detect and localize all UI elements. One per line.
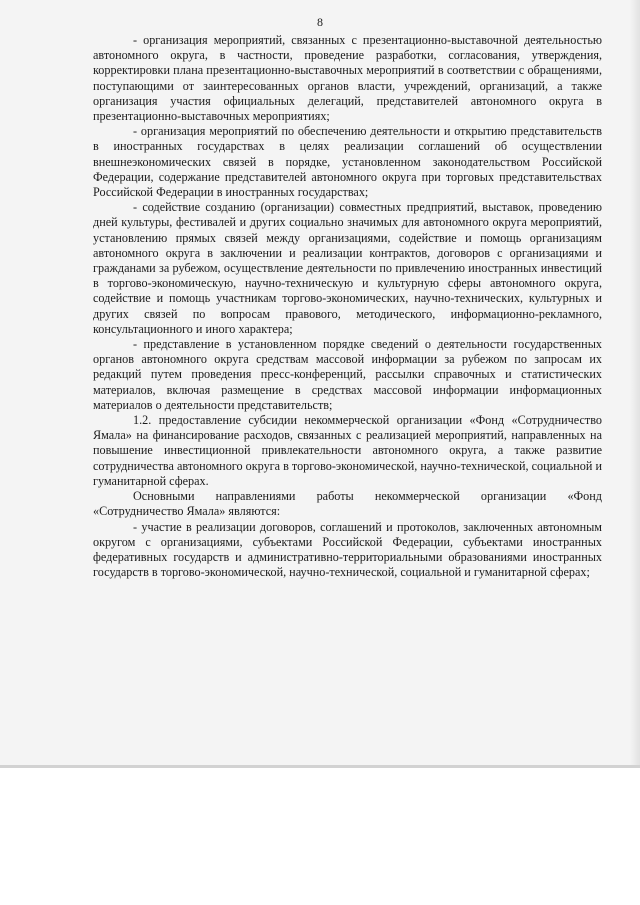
paragraph-agreements-participation: - участие в реализации договоров, соглашений и протоколов, заключенных автономным округом с организациями, субъектами Российской Федерации, субъектами иностранных федеративных государств и административно-территориальными образованиями иностранных государств в торгово-экономической, научно-технической, социальной и гуманитарной сферах;: [93, 519, 602, 580]
document-body: [93, 33, 602, 580]
scan-edge: [0, 765, 640, 768]
paragraph-joint-ventures: - содействие созданию (организации) совместных предприятий, выставок, проведению дней культуры, фестивалей и других социально значимых для автономного округа мероприятий, установлению прямых связей между организациями, содействие и помощь организациям автономного округа в заключении и реализации контрактов, договоров с организациями и гражданами за рубежом, осуществление деятельности по привлечению иностранных инвестиций в торгово-экономическую, научно-техническую и культурную сферы автономного округа, содействие и помощь участникам торгово-экономических, научно-технических, культурных и других связей по вопросам правового, методического, информационно-рекламного, консультационного и иного характера;: [93, 200, 602, 336]
paragraph-subsidy-clause: 1.2. предоставление субсидии некоммерческой организации «Фонд «Сотрудничество Ямала» на финансирование расходов, связанных с реализацией мероприятий, направленных на повышение инвестиционной привлекательности автономного округа, а также развитие сотрудничества автономного округа в торгово-экономической, научно-технической, социальной и гуманитарной сферах.: [93, 413, 602, 488]
scan-shadow: [630, 0, 640, 768]
paragraph-exhibition-events: - организация мероприятий, связанных с презентационно-выставочной деятельностью автономного округа, в частности, проведение разработки, согласования, утверждения, корректировки плана презентационно-выставочных мероприятий в соответствии с обращениями, поступающими от заинтересованных органов власти, учреждений, организаций, а также организация участия официальных делегаций, представителей автономного округа в презентационно-выставочных мероприятиях;: [93, 33, 602, 124]
paragraph-media-information: - представление в установленном порядке сведений о деятельности государственных органов автономного округа средствам массовой информации за рубежом по запросам их редакций путем проведения пресс-конференций, рассылки справочных и статистических материалов, включая размещение в средствах массовой информации информационных материалов о деятельности представительств;: [93, 337, 602, 412]
paragraph-foreign-representations: - организация мероприятий по обеспечению деятельности и открытию представительств в иностранных государствах в целях реализации соглашений об осуществлении внешнеэкономических связей в порядке, установленном законодательством Российской Федерации, содержание представителей автономного округа при торговых представительствах Российской Федерации в иностранных государствах;: [93, 124, 602, 200]
page-number: 8: [317, 15, 323, 29]
paragraph-main-directions: Основными направлениями работы некоммерческой организации «Фонд «Сотрудничество Ямала» являются:: [93, 489, 602, 519]
